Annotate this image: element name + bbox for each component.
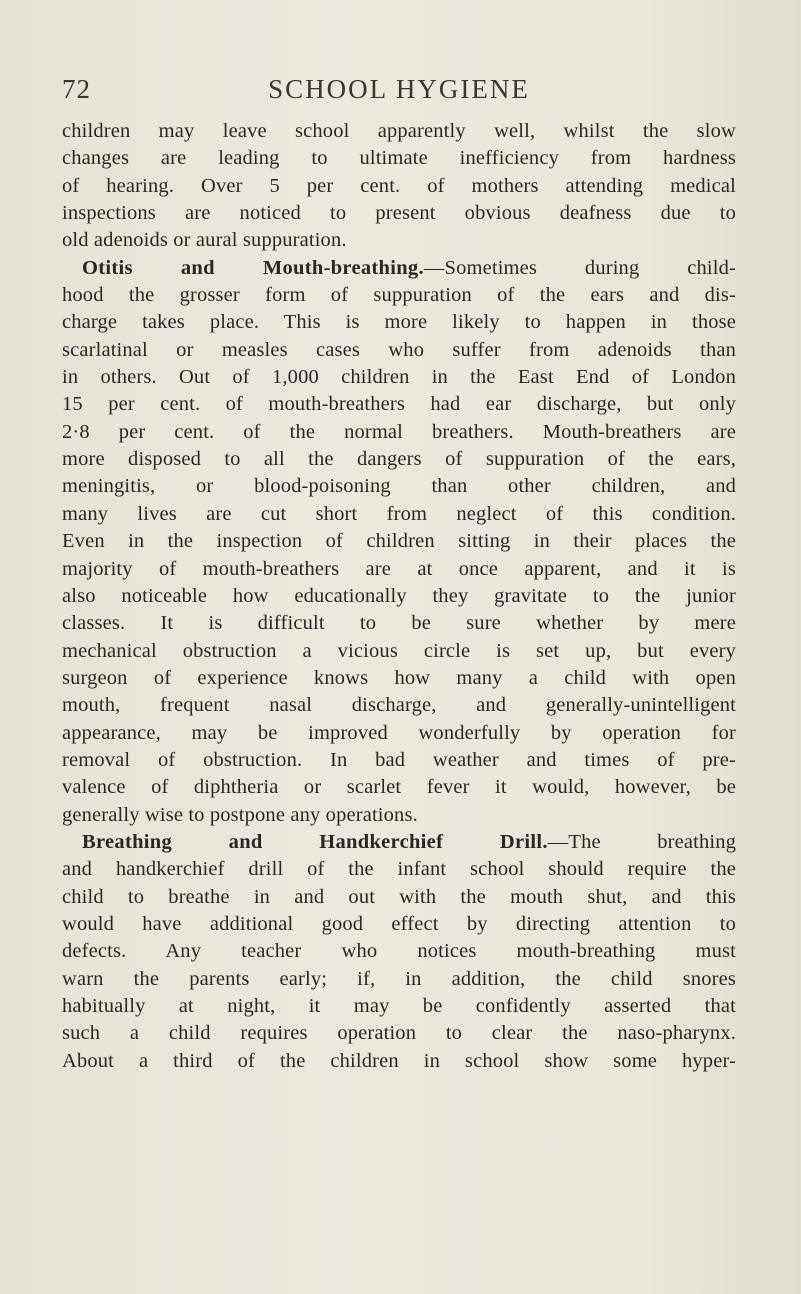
text-line: classes. It is difficult to be sure whether by mere (62, 612, 736, 635)
text-line: —The breathing (547, 830, 736, 853)
text-line: children may leave school apparently well, whilst the slow (62, 120, 736, 142)
text-line: habitually at night, it may be confidently asserted that (62, 995, 736, 1017)
text-line-with-heading (62, 255, 736, 282)
text-line: such a child requires operation to clear the naso-pharynx. (62, 1022, 736, 1045)
text-line: inspections are noticed to present obvious deafness due to (62, 202, 736, 225)
text-line: hood the grosser form of suppuration of the ears and dis- (62, 284, 736, 307)
section-heading-drill: Breathing and Handkerchief Drill. (82, 830, 548, 853)
text-line: changes are leading to ultimate inefficiency from hardness (62, 147, 736, 170)
text-line: About a third of the children in school show some hyper- (62, 1049, 736, 1072)
text-line: Even in the inspection of children sitting in their places the (62, 530, 736, 553)
text-line: —Sometimes during child- (423, 256, 736, 279)
text-line: generally wise to postpone any operations. (62, 803, 418, 826)
text-line: in others. Out of 1,000 children in the East End of London (62, 366, 736, 389)
text-line: meningitis, or blood-poisoning than other children, and (62, 475, 736, 498)
text-line: charge takes place. This is more likely to happen in those (62, 311, 736, 334)
text-line: surgeon of experience knows how many a child with open (62, 666, 736, 689)
text-line: more disposed to all the dangers of suppuration of the ears, (62, 448, 736, 471)
text-line: defects. Any teacher who notices mouth-breathing must (62, 940, 736, 963)
text-line: mechanical obstruction a vicious circle is set up, but every (62, 639, 736, 662)
text-line: of hearing. Over 5 per cent. of mothers attending medical (62, 174, 736, 197)
running-head: SCHOOL HYGIENE (268, 74, 530, 104)
text-line: majority of mouth-breathers are at once apparent, and it is (62, 557, 736, 580)
text-line: child to breathe in and out with the mouth shut, and this (62, 885, 736, 908)
text-line: 2·8 per cent. of the normal breathers. Mouth-breathers are (62, 420, 736, 443)
text-line: mouth, frequent nasal discharge, and generally-unintelligent (62, 694, 736, 717)
text-line-with-heading (62, 829, 736, 856)
text-line: and handkerchief drill of the infant school should require the (62, 858, 736, 881)
page-number: 72 (62, 74, 91, 104)
section-heading-otitis: Otitis and Mouth-breathing. (82, 256, 424, 279)
page-header (62, 74, 736, 114)
text-line: warn the parents early; if, in addition, the child snores (62, 967, 736, 990)
text-line: 15 per cent. of mouth-breathers had ear discharge, but only (62, 393, 736, 416)
text-line: appearance, may be improved wonderfully by operation for (62, 721, 736, 744)
text-line: removal of obstruction. In bad weather and times of pre- (62, 748, 736, 771)
text-line: old adenoids or aural suppuration. (62, 229, 347, 252)
text-line: also noticeable how educationally they gravitate to the junior (62, 584, 736, 607)
text-line: many lives are cut short from neglect of this condition. (62, 502, 736, 525)
text-line: would have additional good effect by directing attention to (62, 912, 736, 935)
text-line: valence of diphtheria or scarlet fever it would, however, be (62, 776, 736, 799)
body-text (62, 118, 736, 1075)
text-line: scarlatinal or measles cases who suffer from adenoids than (62, 338, 736, 361)
